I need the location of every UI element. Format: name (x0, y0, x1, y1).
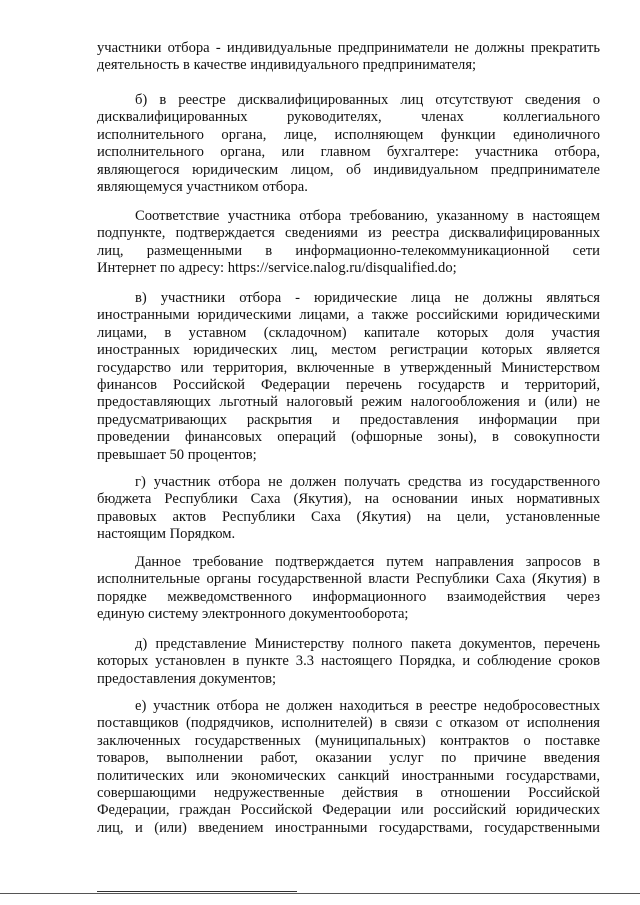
footer-divider-short (97, 891, 297, 892)
text-line: исполнительные органы государственной власти Республики Саха (Якутия) в (97, 571, 600, 588)
text-line: в) участники отбора - юридические лица не должны являться (135, 290, 600, 306)
text-line: участники отбора - индивидуальные предприниматели не должны прекратить (97, 40, 600, 56)
text-line: которых установлен в пункте 3.3 настоящего Порядка, и соблюдение сроков (97, 653, 600, 670)
text-line: лиц, и (или) введением иностранными государствами, государственными (97, 819, 600, 836)
text-line: государство или территория, включенные в утвержденный Министерством (97, 359, 600, 376)
paragraph-requirement (97, 554, 600, 624)
text-line: подпункте, подтверждается сведениями из реестра дисквалифицированных (97, 225, 600, 242)
text-line: иностранных юридических лиц, местом регистрации которых является (97, 342, 600, 359)
text-line: б) в реестре дисквалифицированных лиц отсутствуют сведения о (135, 92, 600, 108)
text-line: порядке межведомственного информационного взаимодействия через (97, 588, 600, 605)
text-line: бюджета Республики Саха (Якутия), на основании иных нормативных (97, 491, 600, 508)
text-line: г) участник отбора не должен получать средства из государственного (135, 474, 600, 490)
text-line: являющегося юридическим лицом, об индивидуальном предпринимателе (97, 161, 600, 178)
text-line: финансов Российской Федерации перечень государств и территорий, (97, 377, 600, 394)
text-line: совершающими недружественные действия в отношении Российской (97, 785, 600, 802)
paragraph-d (97, 636, 600, 688)
text-line: дисквалифицированных руководителях, членах коллегиального (97, 109, 600, 126)
paragraph-g (97, 474, 600, 544)
text-line: Соответствие участника отбора требованию, указанному в настоящем (135, 208, 600, 224)
text-line: настоящим Порядком. (97, 526, 236, 543)
text-line: исполнительного органа, лице, исполняющем функции единоличного (97, 126, 600, 143)
paragraph-b (97, 92, 600, 196)
paragraph-continuation (97, 40, 600, 75)
text-line: политических или экономических санкций иностранными государствами, (97, 767, 600, 784)
text-line: предоставляющих льготный налоговый режим налогообложения и (или) не (97, 394, 600, 411)
text-line: д) представление Министерству полного пакета документов, перечень (135, 636, 600, 652)
text-line: поставщиков (подрядчиков, исполнителей) в связи с отказом от исполнения (97, 715, 600, 732)
text-line: лиц, размещенными в информационно-телекоммуникационной сети (97, 242, 600, 259)
text-line: Данное требование подтверждается путем направления запросов в (135, 554, 600, 570)
text-line: Интернет по адресу: https://service.nalog.ru/disqualified.do; (97, 260, 457, 277)
text-line: предусматривающих раскрытия и предоставления информации при (97, 411, 600, 428)
text-line: заключенных государственных (муниципальных) контрактов о поставке (97, 732, 600, 749)
text-line: деятельность в качестве индивидуального предпринимателя; (97, 57, 477, 74)
paragraph-e (97, 698, 600, 837)
text-line: е) участник отбора не должен находиться в реестре недобросовестных (135, 698, 600, 714)
text-line: превышает 50 процентов; (97, 446, 257, 463)
paragraph-compliance (97, 208, 600, 278)
text-line: являющемуся участником отбора. (97, 179, 308, 196)
text-line: иностранными юридическими лицами, а также российскими юридическими (97, 307, 600, 324)
text-line: единую систему электронного документооборота; (97, 606, 409, 623)
text-line: проведении финансовых операций (офшорные зоны), в совокупности (97, 429, 600, 446)
text-line: предоставления документов; (97, 670, 277, 687)
text-line: правовых актов Республики Саха (Якутия) на цели, установленные (97, 508, 600, 525)
text-line: Федерации, граждан Российской Федерации или российский юридических (97, 802, 600, 819)
text-line: лицами, в уставном (складочном) капитале которых доля участия (97, 324, 600, 341)
footer-divider (0, 893, 640, 894)
text-line: исполнительного органа, или главном бухгалтере: участника отбора, (97, 144, 600, 161)
text-line: товаров, выполнении работ, оказании услуг по причине введения (97, 750, 600, 767)
paragraph-v (97, 290, 600, 464)
